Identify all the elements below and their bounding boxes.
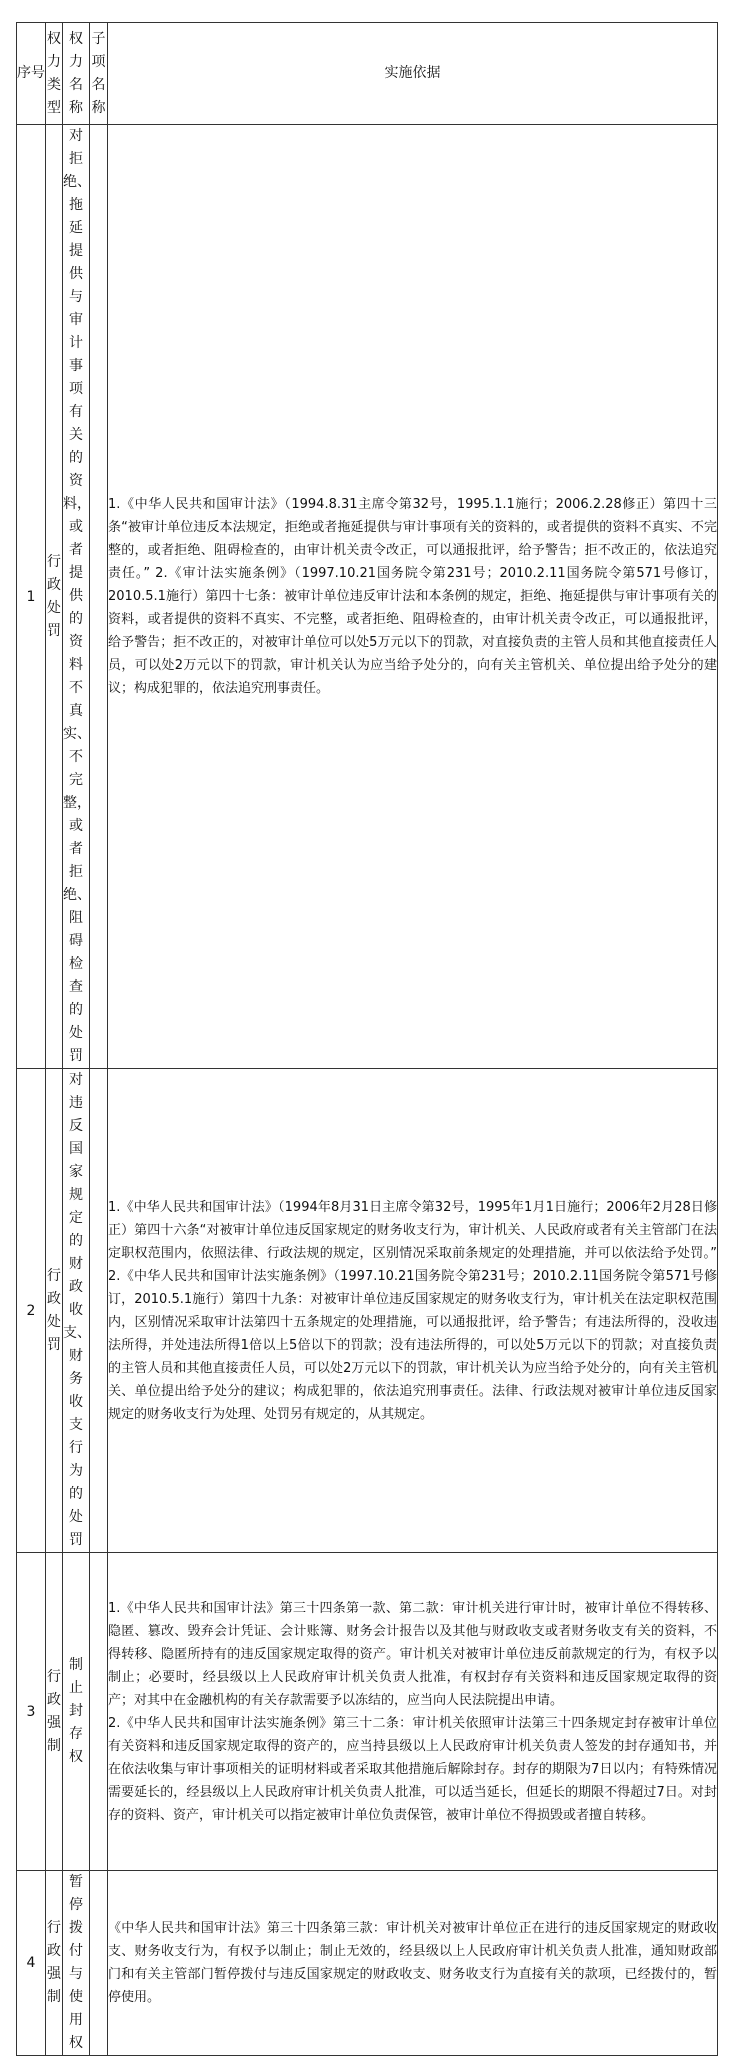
basis-paragraph: 《中华人民共和国审计法》第三十四条第三款：审计机关对被审计单位正在进行的违反国家规定的财政收支、财务收支行为，有权予以制止；制止无效的，经县级以上人民政府审计机关负责人批准，通知财政部门和有关主管部门暂停拨付与违反国家规定的财政收支、财务收支行为直接有关的款项，已经拨付的，暂停使用。 [108,1921,717,2005]
row-sub-item [90,1871,108,2056]
table-row [17,1871,718,2056]
row-seq: 4 [17,1871,46,2056]
row-power-type: 行政处罚 [46,1069,63,1553]
powers-table [16,22,718,2056]
table-row [17,1553,718,1871]
header-seq: 序号 [17,23,46,125]
header-sub-item: 子项名称 [90,23,108,125]
basis-paragraph: 1.《中华人民共和国审计法》（1994年8月31日主席令第32号，1995年1月1日施行；2006年2月28日修正）第四十六条“对被审计单位违反国家规定的财务收支行为，审计机关、人民政府或者有关主管部门在法定职权范围内，依照法律、行政法规的规定，区别情况采取前条规定的处理措施，并可以依法给予处罚。” 2.《中华人民共和国审计法实施条例》（1997.10.21国务院令第231号；2010.2.11国务院令第571号修订，2010.5.1施行）第四十九条：对被审计单位违反国家规定的财务收支行为，审计机关在法定职权范围内，区别情况采取审计法第四十五条规定的处理措施，可以通报批评，给予警告；有违法所得的，没收违法所得，并处违法所得1倍以上5倍以下的罚款；没有违法所得的，可以处5万元以下的罚款；对直接负责的主管人员和其他直接责任人员，可以处2万元以下的罚款，审计机关认为应当给予处分的，向有关主管机关、单位提出给予处分的建议；构成犯罪的，依法追究刑事责任。法律、行政法规对被审计单位违反国家规定的财务收支行为处理、处罚另有规定的，从其规定。 [108,1199,717,1422]
row-sub-item [90,1069,108,1553]
basis-paragraph: 1.《中华人民共和国审计法》第三十四条第一款、第二款：审计机关进行审计时，被审计单位不得转移、隐匿、篡改、毁弃会计凭证、会计账簿、财务会计报告以及其他与财政收支或者财务收支有关的资料，不得转移、隐匿所持有的违反国家规定取得的资产。审计机关对被审计单位违反前款规定的行为，有权予以制止；必要时，经县级以上人民政府审计机关负责人批准，有权封存有关资料和违反国家规定取得的资产；对其中在金融机构的有关存款需要予以冻结的，应当向人民法院提出申请。 [108,1600,717,1708]
row-basis [108,1871,718,2056]
row-power-type: 行政处罚 [46,125,63,1069]
row-power-name: 制止封存权 [63,1553,90,1871]
basis-paragraph: 1.《中华人民共和国审计法》（1994.8.31主席令第32号，1995.1.1施行；2006.2.28修正）第四十三条“被审计单位违反本法规定，拒绝或者拖延提供与审计事项有关的资料的，或者提供的资料不真实、不完整的，或者拒绝、阻碍检查的，由审计机关责令改正，可以通报批评，给予警告；拒不改正的，依法追究责任。” 2.《审计法实施条例》（1997.10.21国务院令第231号；2010.2.11国务院令第571号修订，2010.5.1施行）第四十七条：被审计单位违反审计法和本条例的规定，拒绝、拖延提供与审计事项有关的资料，或者提供的资料不真实、不完整，或者拒绝、阻碍检查的，由审计机关责令改正，可以通报批评，给予警告；拒不改正的，对被审计单位可以处5万元以下的罚款，对直接负责的主管人员和其他直接责任人员，可以处2万元以下的罚款，审计机关认为应当给予处分的，向有关主管机关、单位提出给予处分的建议；构成犯罪的，依法追究刑事责任。 [108,497,717,696]
row-sub-item [90,1553,108,1871]
basis-paragraph: 2.《中华人民共和国审计法实施条例》第三十二条：审计机关依照审计法第三十四条规定封存被审计单位有关资料和违反国家规定取得的资产的，应当持县级以上人民政府审计机关负责人签发的封存通知书，并在依法收集与审计事项相关的证明材料或者采取其他措施后解除封存。封存的期限为7日以内；有特殊情况需要延长的，经县级以上人民政府审计机关负责人批准，可以适当延长，但延长的期限不得超过7日。对封存的资料、资产，审计机关可以指定被审计单位负责保管，被审计单位不得损毁或者擅自转移。 [108,1715,717,1823]
row-sub-item [90,125,108,1069]
header-power-type: 权力类型 [46,23,63,125]
row-power-name: 对违反国家规定的财政收支、财务收支行为的处罚 [63,1069,90,1553]
row-power-name: 对拒绝、拖延提供与审计事项有关的资料，或者提供的资料不真实、不完整，或者拒绝、阻碍检查的处罚 [63,125,90,1069]
row-seq: 1 [17,125,46,1069]
row-power-name: 暂停拨付与使用权 [63,1871,90,2056]
row-basis [108,1069,718,1553]
table-row [17,1069,718,1553]
row-power-type: 行政强制 [46,1871,63,2056]
header-basis: 实施依据 [108,23,718,125]
row-power-type: 行政强制 [46,1553,63,1871]
table-row [17,125,718,1069]
row-seq: 3 [17,1553,46,1871]
row-seq: 2 [17,1069,46,1553]
row-basis [108,1553,718,1871]
header-row [17,23,718,125]
header-power-name: 权力名称 [63,23,90,125]
row-basis [108,125,718,1069]
